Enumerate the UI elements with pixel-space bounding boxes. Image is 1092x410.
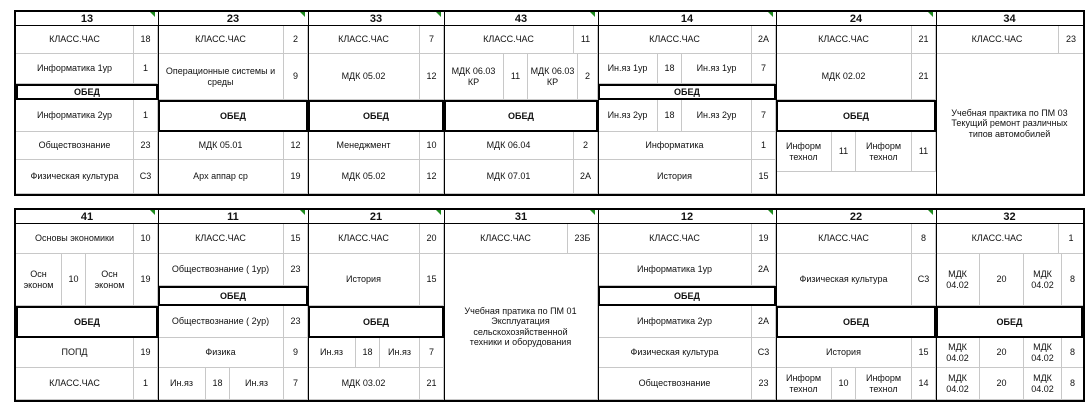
schedule-block-bottom [14,208,1085,402]
column-separator [936,12,937,194]
column-separator [598,210,599,400]
subject-cell: Информатика 1ур [16,54,134,84]
subject-cell: КЛАСС.ЧАС [936,26,1059,54]
subject-cell: КЛАСС.ЧАС [444,26,574,54]
subject-cell: МДК 05.01 [158,132,284,160]
column-separator [308,12,309,194]
comment-marker-icon [300,210,305,215]
lunch-cell: ОБЕД [16,84,158,100]
room-cell: 2А [574,160,598,194]
room-cell: 23Б [568,224,598,254]
comment-marker-icon [590,210,595,215]
room-cell: 8 [1062,338,1083,368]
subject-cell: Обществознание [598,368,752,400]
room-cell: 23 [284,306,308,338]
subject-cell: Ин.яз 2ур [598,100,658,132]
comment-marker-icon [436,12,441,17]
room-cell: 20 [980,368,1024,400]
practice-cell: Учебная практика по ПМ 03 Текущий ремонт различных типов автомобилей [936,54,1083,194]
room-cell: 7 [284,368,308,400]
practice-cell: Учебная пратика по ПМ 01 Эксплуатация сельскохозяйственной техники и оборудования [444,254,598,400]
subject-cell: Арх аппар ср [158,160,284,194]
subject-cell: Обществознание ( 1ур) [158,254,284,286]
subject-cell: КЛАСС.ЧАС [598,26,752,54]
subject-cell: Информатика 1ур [598,254,752,286]
room-cell: 15 [752,160,776,194]
column-separator [444,12,445,194]
subject-cell: МДК 04.02 [936,338,980,368]
room-cell: 18 [658,54,682,84]
room-cell: 2А [752,254,776,286]
subject-cell: МДК 06.03 КР [444,54,504,100]
subject-cell: МДК 06.03 КР [528,54,578,100]
lunch-cell: ОБЕД [936,306,1083,338]
subject-cell: МДК 04.02 [1024,368,1062,400]
subject-cell: КЛАСС.ЧАС [776,224,912,254]
column-separator [936,210,937,400]
empty-cell [776,172,936,194]
room-cell: 11 [504,54,528,100]
subject-cell: ПОПД [16,338,134,368]
comment-marker-icon [768,210,773,215]
column-separator [158,210,159,400]
room-cell: 23 [752,368,776,400]
subject-cell: МДК 02.02 [776,54,912,100]
room-cell: 7 [752,100,776,132]
subject-cell: Осн эконом [86,254,134,306]
room-cell: 14 [912,368,936,400]
room-cell: 21 [912,26,936,54]
subject-cell: КЛАСС.ЧАС [598,224,752,254]
room-cell: 1 [1059,224,1083,254]
room-cell: 19 [752,224,776,254]
room-cell: 8 [912,224,936,254]
schedule-block-top [14,10,1085,196]
comment-marker-icon [150,210,155,215]
subject-cell: КЛАСС.ЧАС [936,224,1059,254]
subject-cell: Ин.яз [230,368,284,400]
room-cell: 21 [912,54,936,100]
subject-cell: Информатика 2ур [16,100,134,132]
room-cell: 21 [420,368,444,400]
group-header: 41 [16,210,158,224]
group-header: 11 [158,210,308,224]
room-cell: 2 [578,54,598,100]
room-cell: 18 [658,100,682,132]
group-header: 23 [158,12,308,26]
room-cell: 23 [134,132,158,160]
room-cell: 18 [356,338,380,368]
column-separator [158,12,159,194]
subject-cell: Физическая культура [598,338,752,368]
lunch-cell: ОБЕД [16,306,158,338]
group-header: 13 [16,12,158,26]
group-header: 31 [444,210,598,224]
subject-cell: История [308,254,420,306]
room-cell: 10 [832,368,856,400]
room-cell: 1 [134,54,158,84]
subject-cell: КЛАСС.ЧАС [308,26,420,54]
room-cell: 11 [912,132,936,172]
group-header: 21 [308,210,444,224]
subject-cell: Информ технол [856,368,912,400]
room-cell: 7 [420,26,444,54]
comment-marker-icon [928,12,933,17]
subject-cell: Операционные системы и среды [158,54,284,100]
group-header: 34 [936,12,1083,26]
room-cell: 10 [420,132,444,160]
room-cell: 2 [284,26,308,54]
group-header: 33 [308,12,444,26]
room-cell: С3 [752,338,776,368]
subject-cell: МДК 03.02 [308,368,420,400]
room-cell: 11 [832,132,856,172]
subject-cell: Менеджмент [308,132,420,160]
room-cell: 10 [134,224,158,254]
room-cell: 9 [284,54,308,100]
group-header: 22 [776,210,936,224]
comment-marker-icon [150,12,155,17]
subject-cell: Ин.яз [380,338,420,368]
subject-cell: Информатика 2ур [598,306,752,338]
room-cell: 18 [134,26,158,54]
room-cell: 15 [420,254,444,306]
room-cell: 20 [420,224,444,254]
room-cell: 20 [980,254,1024,306]
subject-cell: МДК 04.02 [1024,338,1062,368]
group-header: 32 [936,210,1083,224]
subject-cell: МДК 04.02 [1024,254,1062,306]
column-separator [444,210,445,400]
subject-cell: Ин.яз 1ур [682,54,752,84]
column-separator [308,210,309,400]
room-cell: 1 [134,100,158,132]
room-cell: 2А [752,306,776,338]
column-separator [776,210,777,400]
lunch-cell: ОБЕД [444,100,598,132]
lunch-cell: ОБЕД [598,84,776,100]
group-header: 12 [598,210,776,224]
room-cell: 23 [1059,26,1083,54]
subject-cell: МДК 04.02 [936,254,980,306]
room-cell: 12 [420,54,444,100]
room-cell: 23 [284,254,308,286]
group-header: 14 [598,12,776,26]
lunch-cell: ОБЕД [308,306,444,338]
room-cell: 19 [284,160,308,194]
subject-cell: Информ технол [776,132,832,172]
comment-marker-icon [436,210,441,215]
subject-cell: КЛАСС.ЧАС [16,368,134,400]
room-cell: 1 [134,368,158,400]
subject-cell: Ин.яз [308,338,356,368]
subject-cell: История [776,338,912,368]
lunch-cell: ОБЕД [308,100,444,132]
comment-marker-icon [590,12,595,17]
lunch-cell: ОБЕД [598,286,776,306]
room-cell: 7 [752,54,776,84]
room-cell: 11 [574,26,598,54]
subject-cell: КЛАСС.ЧАС [308,224,420,254]
subject-cell: История [598,160,752,194]
subject-cell: Ин.яз 1ур [598,54,658,84]
subject-cell: КЛАСС.ЧАС [16,26,134,54]
subject-cell: Основы экономики [16,224,134,254]
room-cell: 19 [134,254,158,306]
comment-marker-icon [928,210,933,215]
room-cell: 12 [284,132,308,160]
room-cell: 12 [420,160,444,194]
group-header: 43 [444,12,598,26]
room-cell: 20 [980,338,1024,368]
subject-cell: Осн эконом [16,254,62,306]
room-cell: 8 [1062,254,1083,306]
room-cell: 8 [1062,368,1083,400]
subject-cell: КЛАСС.ЧАС [776,26,912,54]
room-cell: 10 [62,254,86,306]
comment-marker-icon [300,12,305,17]
subject-cell: МДК 05.02 [308,54,420,100]
column-separator [776,12,777,194]
subject-cell: Обществознание [16,132,134,160]
subject-cell: Физика [158,338,284,368]
room-cell: 7 [420,338,444,368]
subject-cell: Обществознание ( 2ур) [158,306,284,338]
subject-cell: КЛАСС.ЧАС [158,224,284,254]
room-cell: 2 [574,132,598,160]
subject-cell: Ин.яз 2ур [682,100,752,132]
subject-cell: МДК 07.01 [444,160,574,194]
lunch-cell: ОБЕД [776,100,936,132]
room-cell: 1 [752,132,776,160]
room-cell: 15 [284,224,308,254]
room-cell: 15 [912,338,936,368]
subject-cell: КЛАСС.ЧАС [158,26,284,54]
subject-cell: Информ технол [856,132,912,172]
subject-cell: Информ технол [776,368,832,400]
room-cell: 18 [206,368,230,400]
room-cell: 19 [134,338,158,368]
room-cell: 2А [752,26,776,54]
subject-cell: МДК 06.04 [444,132,574,160]
column-separator [598,12,599,194]
lunch-cell: ОБЕД [158,100,308,132]
subject-cell: МДК 05.02 [308,160,420,194]
subject-cell: КЛАСС.ЧАС [444,224,568,254]
subject-cell: Ин.яз [158,368,206,400]
subject-cell: Физическая культура [16,160,134,194]
lunch-cell: ОБЕД [776,306,936,338]
group-header: 24 [776,12,936,26]
subject-cell: Физическая культура [776,254,912,306]
subject-cell: МДК 04.02 [936,368,980,400]
lunch-cell: ОБЕД [158,286,308,306]
room-cell: С3 [912,254,936,306]
room-cell: С3 [134,160,158,194]
subject-cell: Информатика [598,132,752,160]
comment-marker-icon [768,12,773,17]
room-cell: 9 [284,338,308,368]
